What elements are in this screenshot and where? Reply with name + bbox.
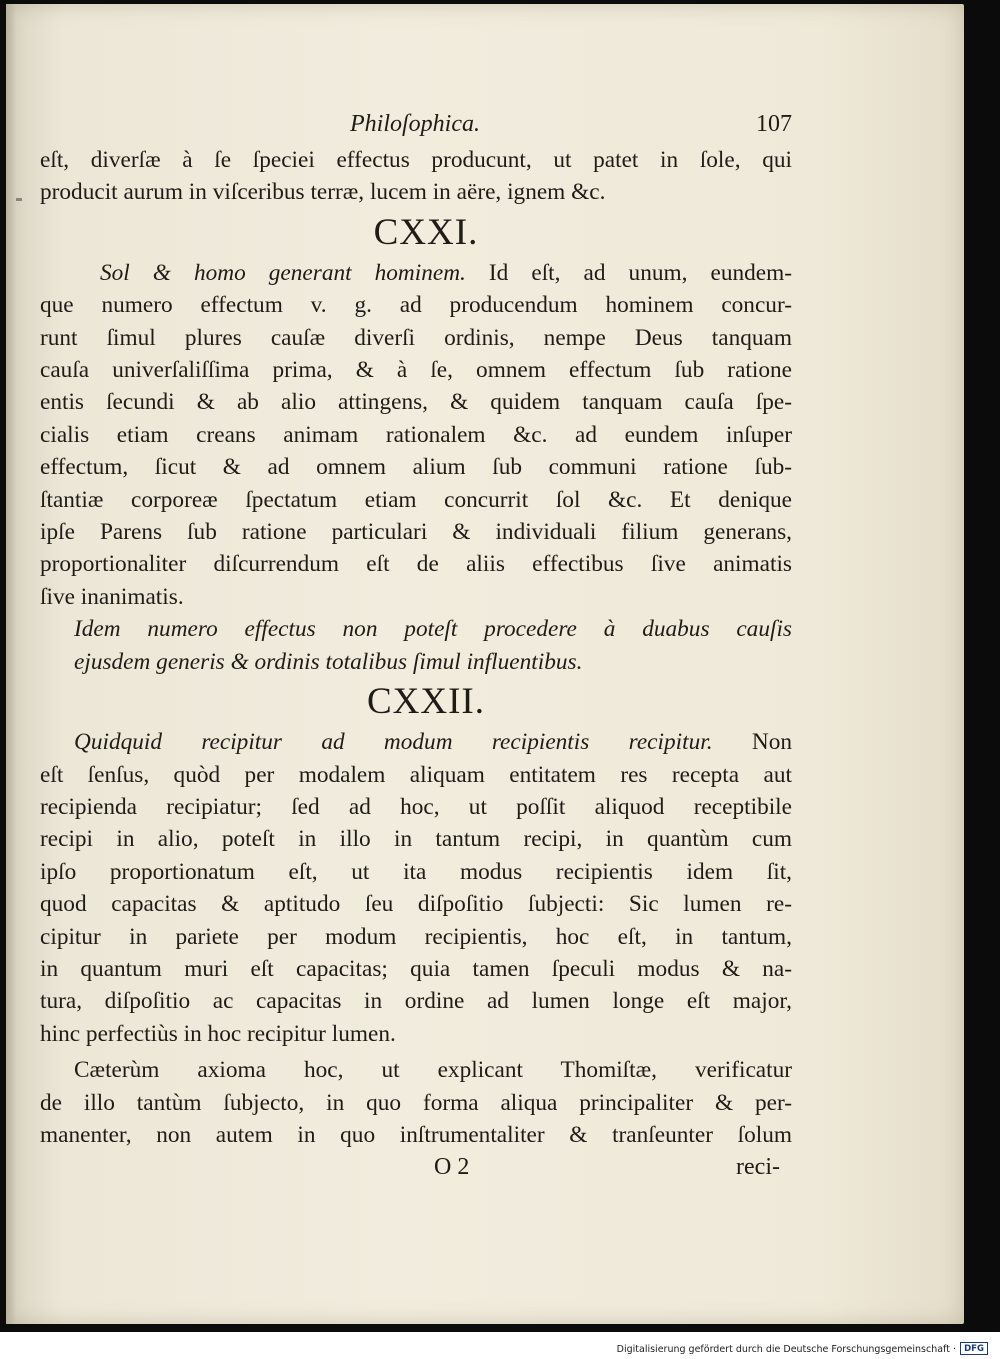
- running-head: [40, 104, 792, 144]
- text-line: runt ſimul plures cauſæ diverſi ordinis, nempe Deus tanquam: [40, 324, 792, 351]
- text-line: ipſe Parens ſub ratione particulari & individuali filium generans,: [40, 519, 792, 546]
- text-line: recipienda recipiatur; ſed ad hoc, ut poſſit aliquod receptibile: [40, 793, 792, 820]
- dfg-logo-icon[interactable]: DFG: [960, 1342, 988, 1355]
- axiom-lead-rest: Id eſt, ad unum, eundem-: [488, 259, 792, 286]
- text-line: hinc perfectiùs in hoc recipitur lumen.: [40, 1020, 396, 1047]
- page-number: 107: [756, 111, 792, 137]
- text-line: eſt ſenſus, quòd per modalem aliquam entitatem res recepta aut: [40, 761, 792, 788]
- text-line: quod capacitas & aptitudo ſeu diſpoſitio ſubjecti: Sic lumen re-: [40, 891, 792, 918]
- text-line: in quantum muri eſt capacitas; quia tamen ſpeculi modus & na-: [40, 955, 792, 982]
- page-text: [40, 104, 792, 1185]
- axiom-lead: Quidquid recipitur ad modum recipientis recipitur.: [74, 729, 713, 756]
- text-line: tura, diſpoſitio ac capacitas in ordine ad lumen longe eſt major,: [40, 988, 792, 1015]
- paragraph-first-line: [40, 257, 792, 289]
- italic-axiom-line: ejusdem generis & ordinis totalibus ſimul influentibus.: [74, 648, 583, 675]
- text-line: ſive inanimatis.: [40, 583, 184, 610]
- text-line: de illo tantùm ſubjecto, in quo forma aliqua principaliter & per-: [40, 1089, 792, 1116]
- text-line: cialis etiam creans animam rationalem &c. ad eundem inſuper: [40, 421, 792, 448]
- text-line: Cæterùm axioma hoc, ut explicant Thomiſtæ, verificatur: [74, 1057, 792, 1084]
- page-foot: [40, 1151, 792, 1185]
- axiom-lead: Sol & homo generant hominem.: [100, 259, 466, 286]
- catchword: reci-: [736, 1154, 780, 1181]
- margin-ink-mark: [16, 198, 22, 201]
- text-line: ſtantiæ corporeæ ſpectatum etiam concurrit ſol &c. Et denique: [40, 486, 792, 513]
- funding-credit: Digitalisierung gefördert durch die Deutsche Forschungsgemeinschaft ·: [616, 1344, 956, 1355]
- text-line: ipſo proportionatum eſt, ut ita modus recipientis idem ſit,: [40, 858, 792, 885]
- text-line: effectum, ſicut & ad omnem alium ſub communi ratione ſub-: [40, 454, 792, 481]
- running-title: Philoſophica.: [350, 111, 480, 137]
- section-heading-cxxii: CXXII.: [366, 681, 485, 723]
- text-line: cauſa univerſaliſſima prima, & à ſe, omnem effectum ſub ratione: [40, 357, 792, 384]
- text-line: proportionaliter diſcurrendum eſt de aliis effectibus ſive animatis: [40, 551, 792, 578]
- text-line: manenter, non autem in quo inſtrumentaliter & tranſeunter ſolum: [40, 1121, 792, 1148]
- text-line: cipitur in pariete per modum recipientis, hoc eſt, in tantum,: [40, 923, 792, 950]
- axiom-lead-rest: Non: [751, 729, 792, 756]
- section-heading-cxxi: CXXI.: [373, 211, 479, 253]
- text-line: producit aurum in viſceribus terræ, lucem in aëre, ignem &c.: [40, 179, 606, 206]
- italic-axiom-line: Idem numero effectus non poteſt procedere à duabus cauſis: [74, 616, 792, 643]
- digitization-footer: [0, 1332, 1000, 1359]
- text-line: recipi in alio, poteſt in illo in tantum recipi, in quantùm cum: [40, 826, 792, 853]
- signature-mark: O 2: [434, 1154, 470, 1181]
- text-line: eſt, diverſæ à ſe ſpeciei effectus producunt, ut patet in ſole, qui: [40, 147, 792, 173]
- text-line: entis ſecundi & ab alio attingens, & quidem tanquam cauſa ſpe-: [40, 389, 792, 416]
- page-gutter-shadow: [6, 4, 16, 1324]
- text-line: que numero effectum v. g. ad producendum hominem concur-: [40, 292, 792, 319]
- paragraph-first-line: [40, 726, 792, 758]
